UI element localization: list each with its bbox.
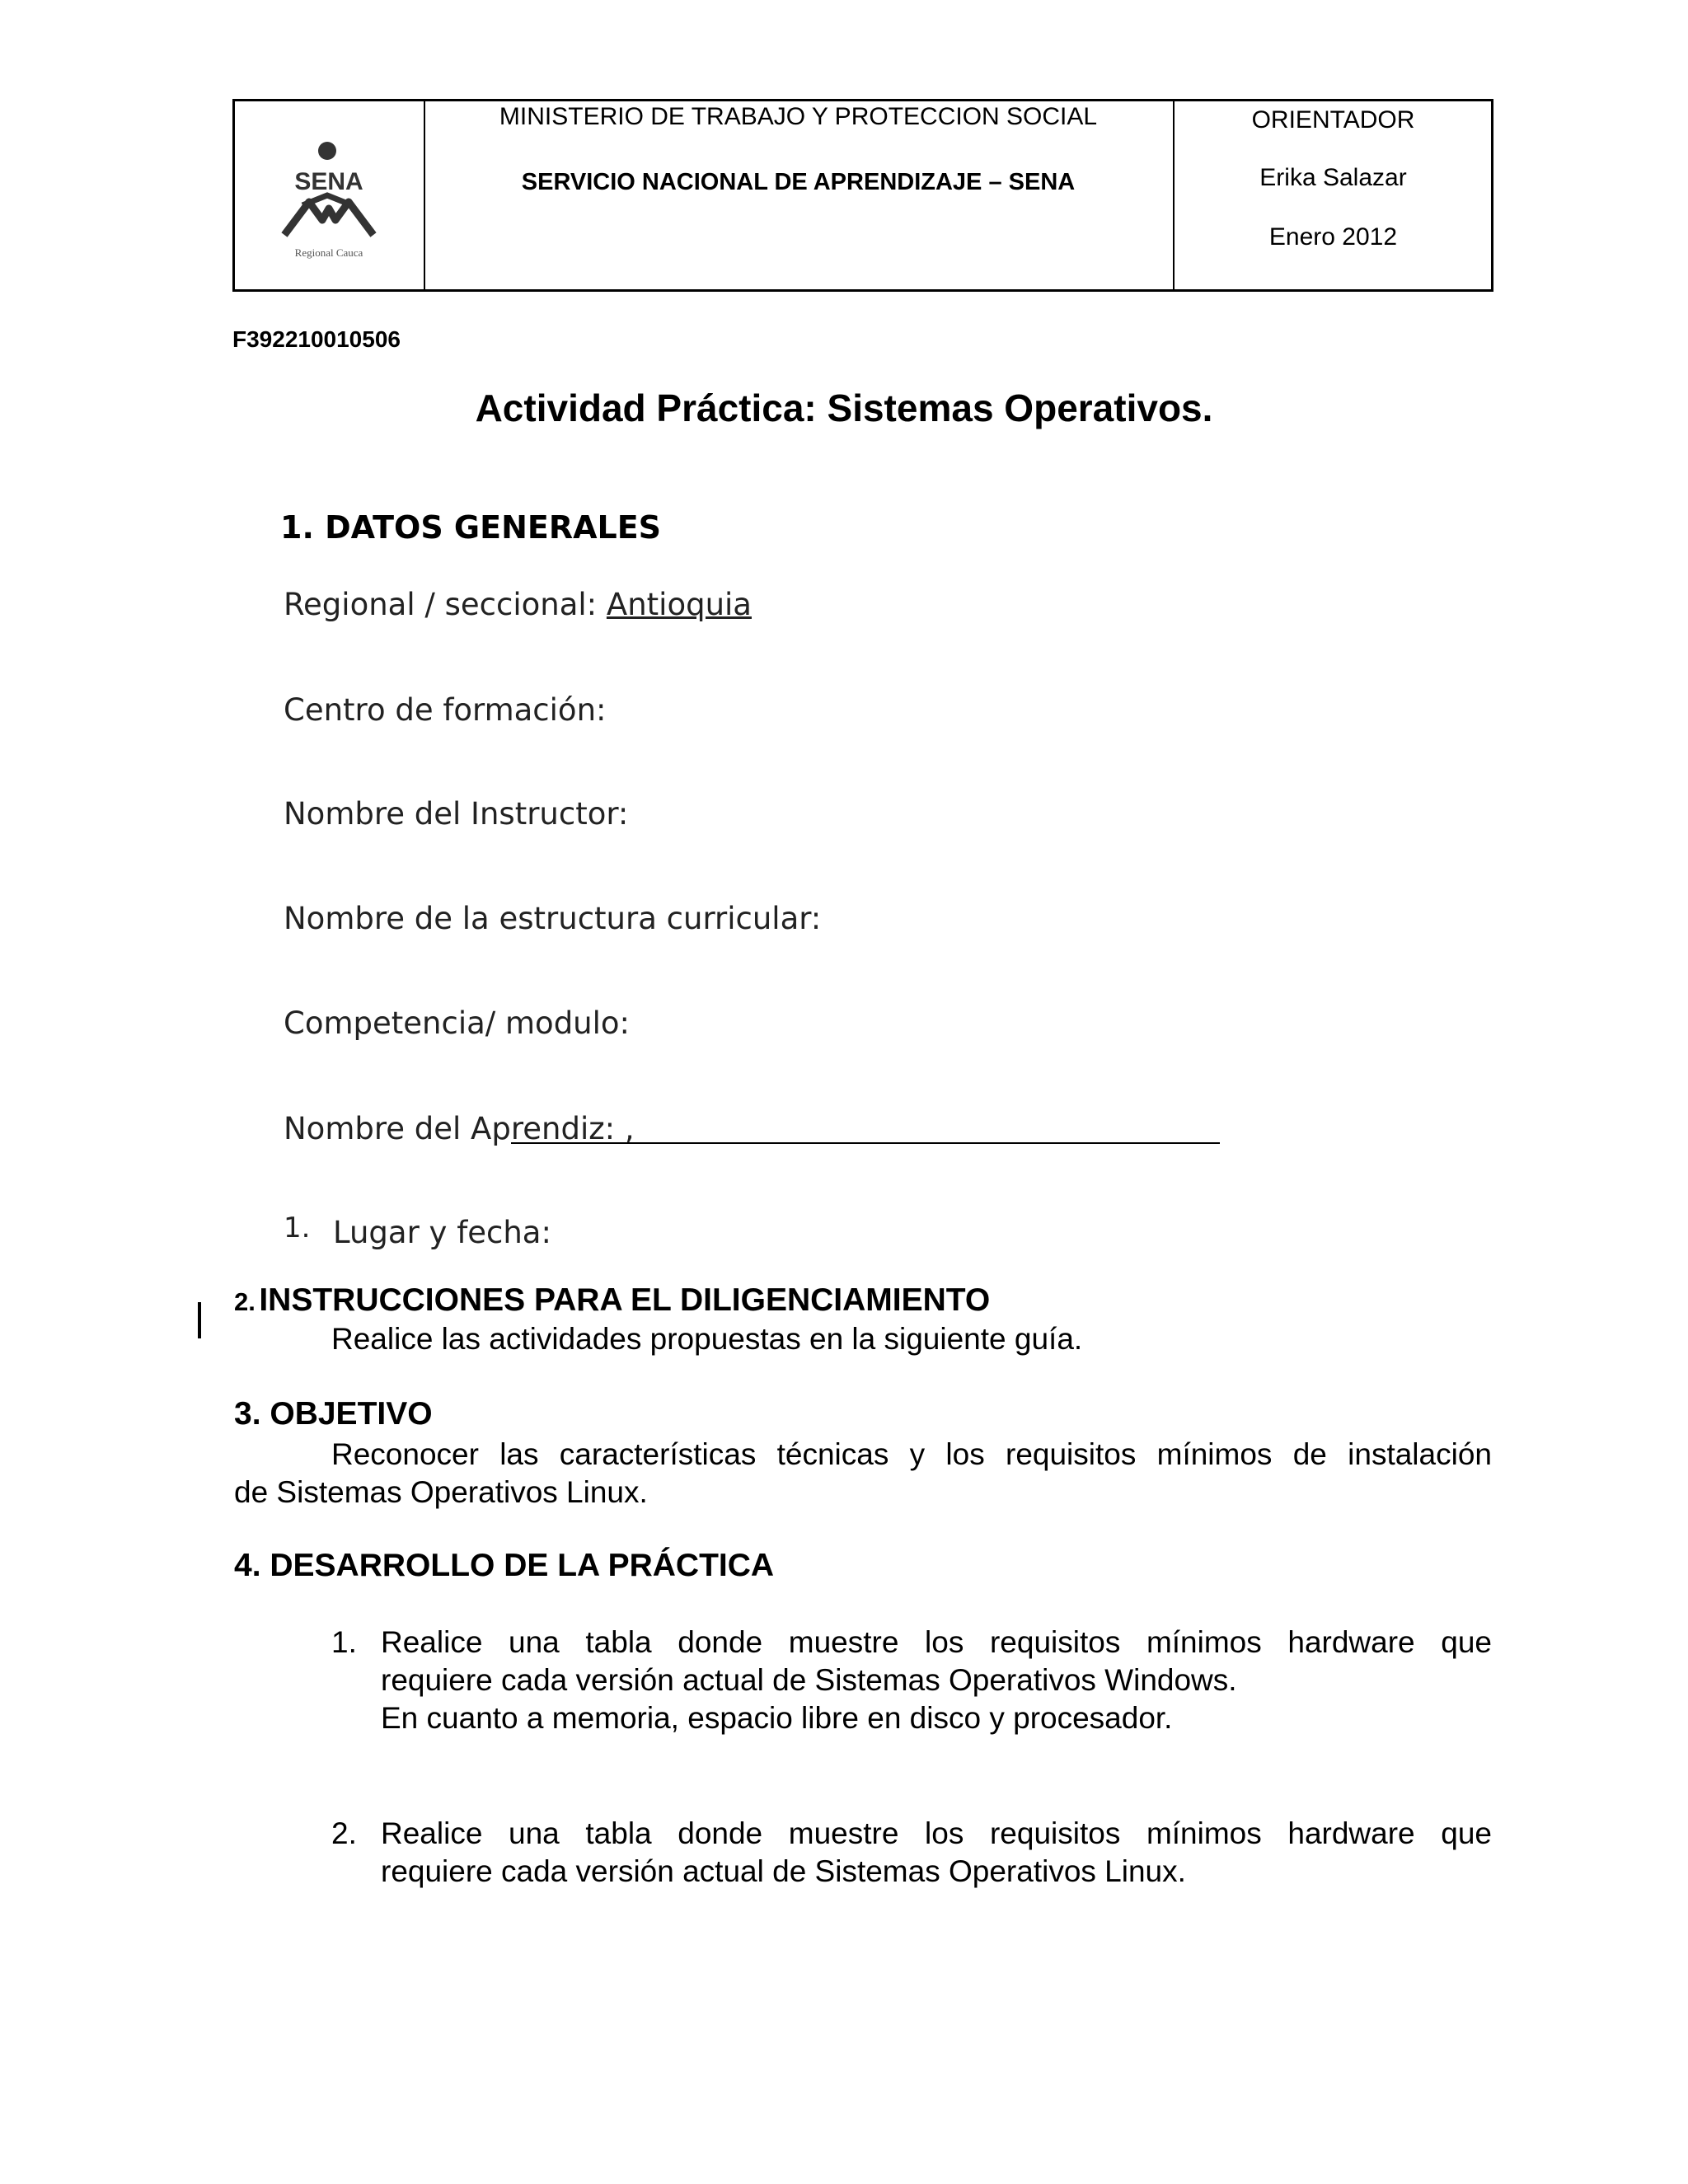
competencia-label: Competencia/ modulo: bbox=[284, 1005, 631, 1041]
orientador-label: ORIENTADOR bbox=[1251, 106, 1415, 134]
lugar-number: 1. bbox=[284, 1212, 311, 1244]
practice-item-line: requiere cada versión actual de Sistemas Operativos Windows. bbox=[381, 1663, 1237, 1697]
estructura-label: Nombre de la estructura curricular: bbox=[284, 901, 822, 936]
practice-item-number: 1. bbox=[331, 1625, 357, 1659]
document-code: F392210010506 bbox=[232, 326, 401, 352]
header-date: Enero 2012 bbox=[1268, 223, 1398, 251]
regional-value: Antioquia bbox=[606, 587, 752, 622]
aprendiz-label: Nombre del Aprendiz: , bbox=[284, 1111, 635, 1146]
regional-field bbox=[284, 587, 752, 622]
page-title: Actividad Práctica: Sistemas Operativos. bbox=[475, 387, 1213, 429]
centro-label: Centro de formación: bbox=[284, 692, 607, 728]
section-3-text-line2: de Sistemas Operativos Linux. bbox=[234, 1475, 648, 1509]
section-2-text: Realice las actividades propuestas en la siguiente guía. bbox=[331, 1322, 1083, 1356]
section-2-number: 2. bbox=[234, 1287, 256, 1316]
aprendiz-signature-line bbox=[511, 1142, 1220, 1144]
header-table bbox=[232, 99, 1493, 292]
section-4-heading: 4. DESARROLLO DE LA PRÁCTICA bbox=[234, 1548, 775, 1583]
practice-item-line: Realice una tabla donde muestre los requisitos mínimos hardware que bbox=[381, 1816, 1492, 1850]
header-center bbox=[424, 101, 1173, 289]
section-3-heading: 3. OBJETIVO bbox=[234, 1396, 433, 1432]
lugar-label: Lugar y fecha: bbox=[333, 1215, 551, 1250]
section-3-text-line1: Reconocer las características técnicas y los requisitos mínimos de instalación bbox=[331, 1437, 1492, 1471]
regional-label: Regional / seccional: bbox=[284, 587, 598, 622]
logo-text: SENA bbox=[294, 168, 363, 195]
ministry-name: MINISTERIO DE TRABAJO Y PROTECCION SOCIAL bbox=[499, 103, 1098, 130]
instructor-label: Nombre del Instructor: bbox=[284, 796, 629, 832]
practice-item-line: Realice una tabla donde muestre los requisitos mínimos hardware que bbox=[381, 1625, 1492, 1659]
header-right bbox=[1173, 101, 1493, 289]
logo-subtext: Regional Cauca bbox=[294, 246, 363, 259]
practice-item-line: requiere cada versión actual de Sistemas Operativos Linux. bbox=[381, 1854, 1186, 1888]
sena-logo bbox=[268, 138, 395, 261]
section-2-heading: INSTRUCCIONES PARA EL DILIGENCIAMIENTO bbox=[259, 1282, 991, 1318]
service-name: SERVICIO NACIONAL DE APRENDIZAJE – SENA bbox=[521, 169, 1076, 195]
text-cursor-mark bbox=[198, 1302, 201, 1338]
section-1-heading: 1. DATOS GENERALES bbox=[280, 509, 662, 546]
practice-item-line: En cuanto a memoria, espacio libre en disco y procesador. bbox=[381, 1701, 1173, 1735]
section-2-heading-row bbox=[234, 1282, 990, 1319]
practice-item-number: 2. bbox=[331, 1816, 357, 1850]
orientador-name: Erika Salazar bbox=[1259, 164, 1407, 191]
